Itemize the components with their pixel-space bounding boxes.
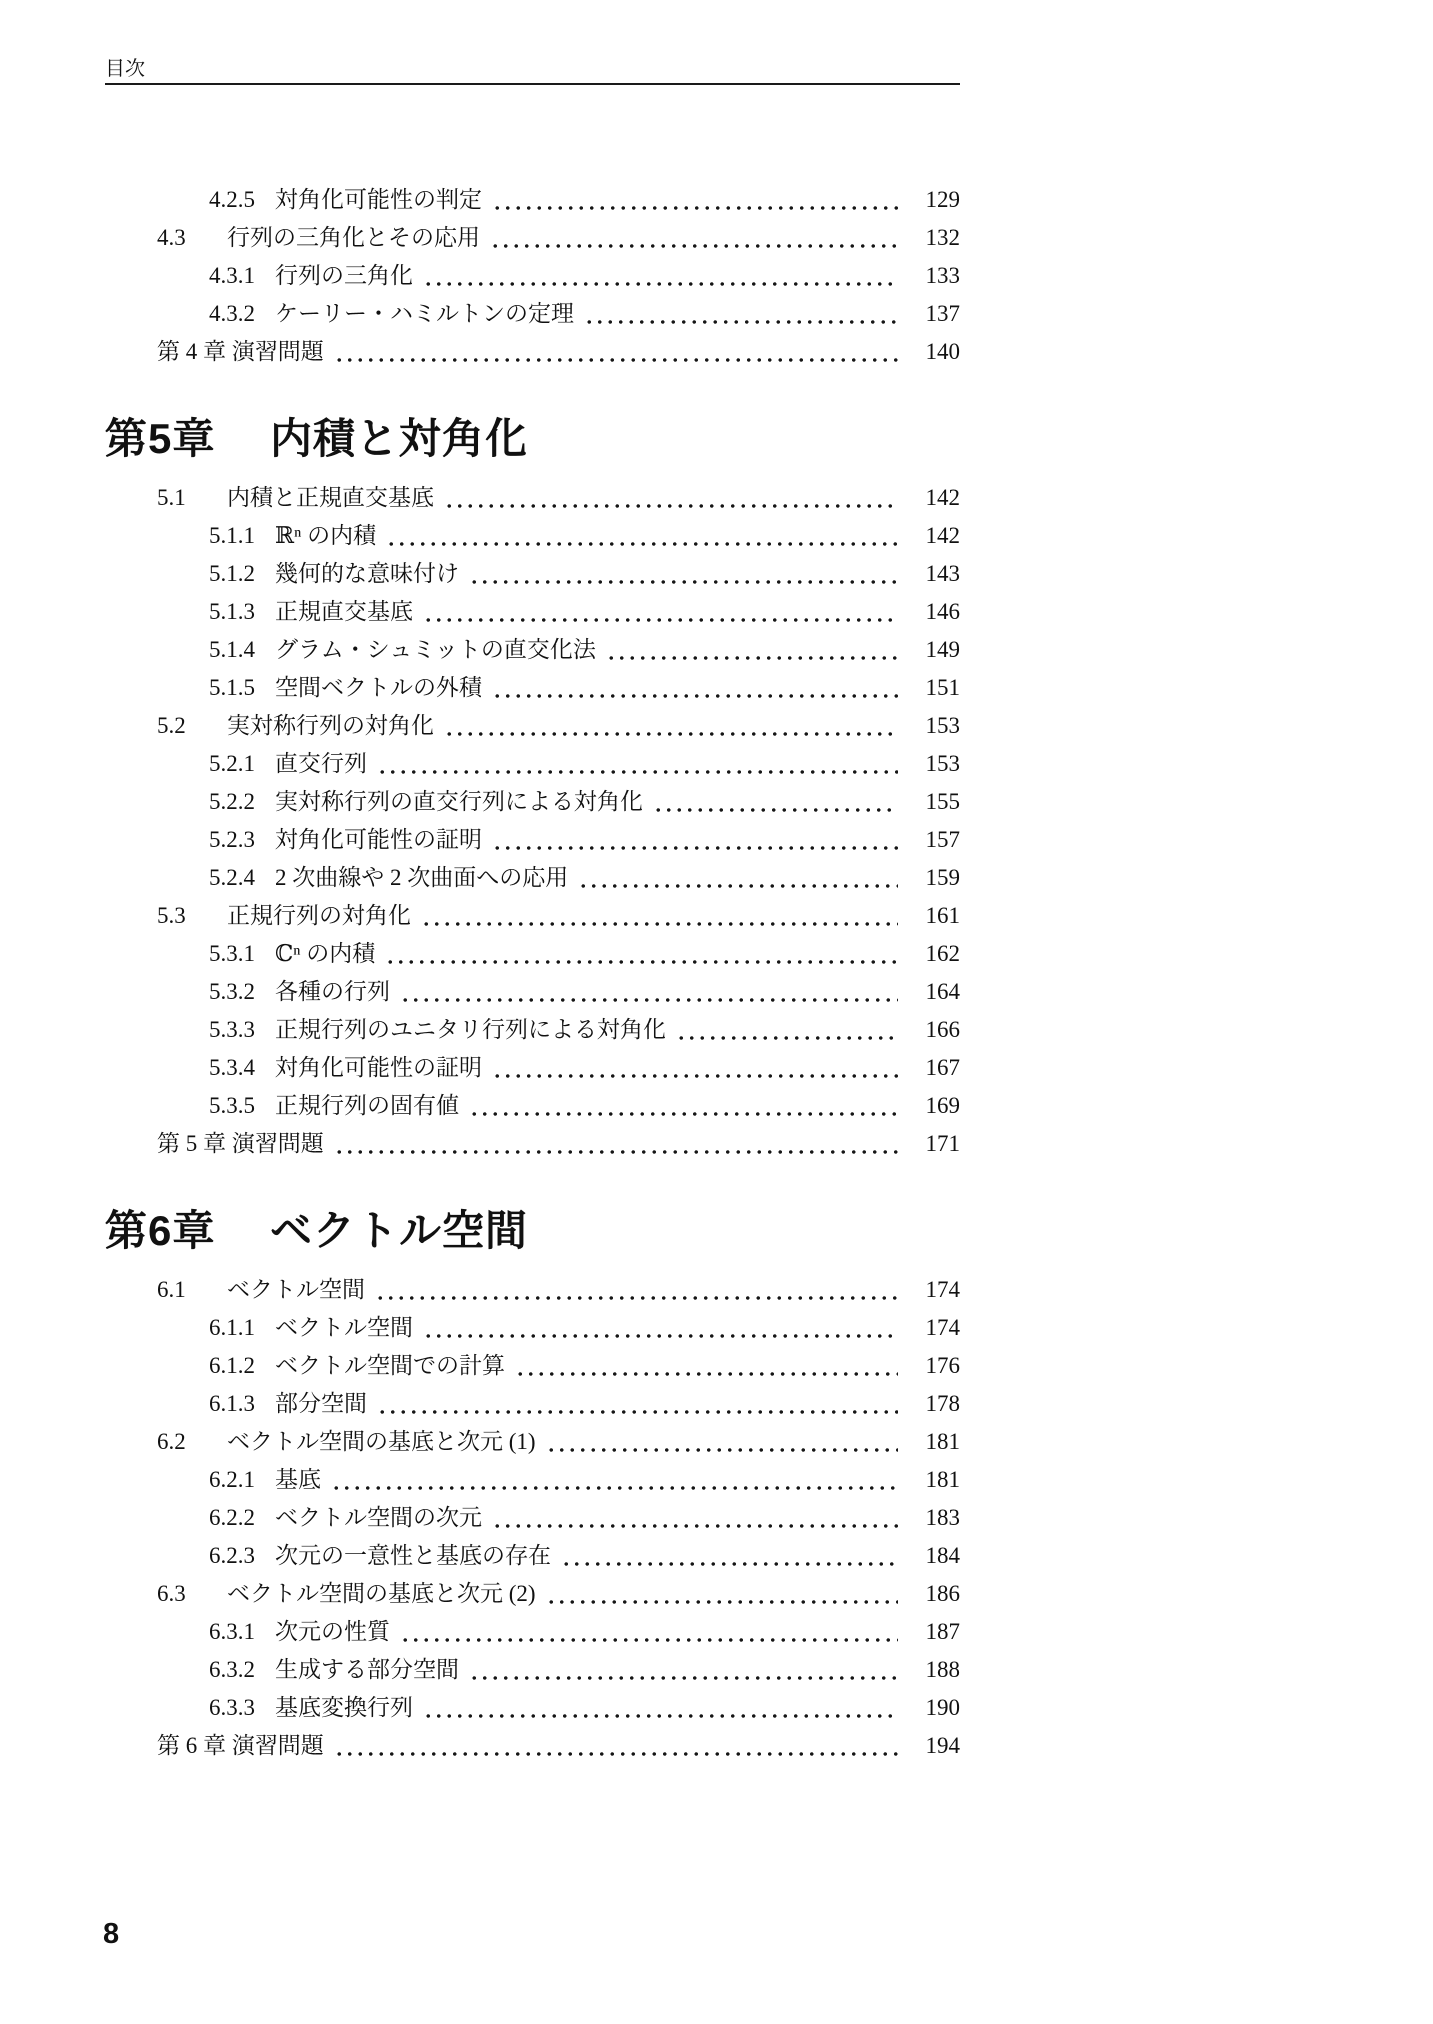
toc-entry-title: ベクトル空間 xyxy=(227,1277,365,1302)
dot-leader xyxy=(423,281,898,287)
dot-leader xyxy=(386,541,898,547)
toc-entry-title: 対角化可能性の証明 xyxy=(275,1055,482,1080)
toc-entry-number: 4.3.1 xyxy=(209,263,255,288)
dot-leader xyxy=(423,1333,898,1339)
toc-entry xyxy=(105,1651,960,1689)
toc-entry-number: 5.3.5 xyxy=(209,1093,255,1118)
toc-entry-page: 164 xyxy=(925,979,960,1004)
toc-entry-page: 178 xyxy=(925,1391,960,1416)
dot-leader xyxy=(421,921,898,927)
toc-entry-title: ベクトル空間の次元 xyxy=(275,1505,482,1530)
dot-leader xyxy=(676,1035,898,1041)
toc-entry-page: 151 xyxy=(925,675,960,700)
toc-entry xyxy=(105,1011,960,1049)
toc-entry xyxy=(105,1087,960,1125)
dot-leader xyxy=(377,1409,898,1415)
toc-entry-title: 対角化可能性の証明 xyxy=(275,827,482,852)
toc-entry-number: 6.2.1 xyxy=(209,1467,255,1492)
toc-entry-title: 実対称行列の対角化 xyxy=(227,713,434,738)
dot-leader xyxy=(400,1637,898,1643)
dot-leader xyxy=(546,1599,898,1605)
toc-entry-title: 正規行列の対角化 xyxy=(227,903,411,928)
toc-entry-page: 184 xyxy=(925,1543,960,1568)
toc-entry xyxy=(105,1049,960,1087)
toc-entry-page: 153 xyxy=(925,751,960,776)
toc-entry-number: 4.2.5 xyxy=(209,187,255,212)
dot-leader xyxy=(377,769,898,775)
dot-leader xyxy=(584,319,898,325)
toc-entry-title: ベクトル空間 xyxy=(275,1315,413,1340)
toc-entry-number: 5.1.5 xyxy=(209,675,255,700)
toc-entry xyxy=(105,1271,960,1309)
dot-leader xyxy=(469,1111,898,1117)
toc-entry-page: 155 xyxy=(925,789,960,814)
toc-entry-number: 6.3 xyxy=(157,1581,186,1606)
toc-entry xyxy=(105,973,960,1011)
toc-entry xyxy=(105,517,960,555)
toc-entry-number: 5.3 xyxy=(157,903,186,928)
toc-entry-title: 部分空間 xyxy=(275,1391,367,1416)
toc-entry xyxy=(105,1347,960,1385)
toc-entry-title: 行列の三角化 xyxy=(275,263,413,288)
dot-leader xyxy=(561,1561,898,1567)
toc-entry-title: 第 4 章 演習問題 xyxy=(157,339,324,364)
toc-entry-title: ℂⁿ の内積 xyxy=(275,941,376,966)
dot-leader xyxy=(331,1485,898,1491)
toc-entry xyxy=(105,745,960,783)
dot-leader xyxy=(400,997,898,1003)
dot-leader xyxy=(653,807,898,813)
toc-entry-page: 194 xyxy=(925,1733,960,1758)
dot-leader xyxy=(606,655,898,661)
toc-entry-page: 149 xyxy=(925,637,960,662)
toc-entry-page: 162 xyxy=(925,941,960,966)
page-header-title: 目次 xyxy=(105,58,145,80)
toc-entry-page: 140 xyxy=(925,339,960,364)
toc-entry xyxy=(105,1727,960,1765)
toc-entry-number: 5.3.2 xyxy=(209,979,255,1004)
toc-entry-title: ケーリー・ハミルトンの定理 xyxy=(275,301,574,326)
toc-entry-number: 5.1.2 xyxy=(209,561,255,586)
toc-entry-title: 各種の行列 xyxy=(275,979,390,1004)
toc-entry-number: 5.2 xyxy=(157,713,186,738)
toc-entry-page: 161 xyxy=(925,903,960,928)
toc-entry-number: 5.2.3 xyxy=(209,827,255,852)
dot-leader xyxy=(444,731,898,737)
page-number-footer: 8 xyxy=(103,1918,120,1950)
toc-entry-title: 正規行列のユニタリ行列による対角化 xyxy=(275,1017,666,1042)
page-header xyxy=(105,58,960,85)
toc-entry-page: 181 xyxy=(925,1467,960,1492)
dot-leader xyxy=(334,1751,898,1757)
dot-leader xyxy=(334,1149,898,1155)
toc-entry xyxy=(105,821,960,859)
toc-entry-number: 4.3.2 xyxy=(209,301,255,326)
chapter-heading xyxy=(105,1205,960,1257)
toc-entry-number: 5.2.1 xyxy=(209,751,255,776)
toc-list xyxy=(105,181,960,1765)
toc-entry xyxy=(105,555,960,593)
toc-entry-page: 137 xyxy=(925,301,960,326)
toc-entry-page: 143 xyxy=(925,561,960,586)
toc-entry-number: 6.1.1 xyxy=(209,1315,255,1340)
toc-entry-page: 142 xyxy=(925,485,960,510)
chapter-title: ベクトル空間 xyxy=(270,1207,529,1254)
toc-entry-number: 6.3.1 xyxy=(209,1619,255,1644)
toc-entry xyxy=(105,219,960,257)
toc-entry-page: 176 xyxy=(925,1353,960,1378)
toc-entry xyxy=(105,783,960,821)
toc-entry-page: 146 xyxy=(925,599,960,624)
dot-leader xyxy=(546,1447,898,1453)
toc-entry-number: 5.1.4 xyxy=(209,637,255,662)
toc-entry-title: 内積と正規直交基底 xyxy=(227,485,434,510)
toc-entry-number: 4.3 xyxy=(157,225,186,250)
toc-entry-number: 5.3.1 xyxy=(209,941,255,966)
toc-entry-number: 5.3.3 xyxy=(209,1017,255,1042)
toc-entry xyxy=(105,707,960,745)
toc-entry xyxy=(105,935,960,973)
toc-entry-title: 基底 xyxy=(275,1467,321,1492)
toc-entry-title: 次元の性質 xyxy=(275,1619,390,1644)
chapter-number: 第6章 xyxy=(105,1207,216,1254)
toc-entry-title: 空間ベクトルの外積 xyxy=(275,675,482,700)
toc-entry-page: 183 xyxy=(925,1505,960,1530)
toc-entry-title: 直交行列 xyxy=(275,751,367,776)
chapter-title: 内積と対角化 xyxy=(270,415,529,462)
toc-entry-page: 171 xyxy=(925,1131,960,1156)
toc-entry-page: 167 xyxy=(925,1055,960,1080)
toc-entry-page: 174 xyxy=(925,1315,960,1340)
toc-entry-page: 181 xyxy=(925,1429,960,1454)
toc-entry-page: 157 xyxy=(925,827,960,852)
toc-entry-title: グラム・シュミットの直交化法 xyxy=(275,637,596,662)
toc-entry-page: 129 xyxy=(925,187,960,212)
toc-entry xyxy=(105,669,960,707)
dot-leader xyxy=(423,617,898,623)
toc-entry-page: 169 xyxy=(925,1093,960,1118)
toc-entry-number: 5.1.1 xyxy=(209,523,255,548)
dot-leader xyxy=(334,357,898,363)
toc-entry xyxy=(105,593,960,631)
toc-entry xyxy=(105,1385,960,1423)
toc-entry xyxy=(105,257,960,295)
dot-leader xyxy=(492,693,898,699)
toc-entry xyxy=(105,1309,960,1347)
toc-entry-title: 生成する部分空間 xyxy=(275,1657,459,1682)
dot-leader xyxy=(423,1713,898,1719)
dot-leader xyxy=(492,205,898,211)
toc-entry-title: 2 次曲線や 2 次曲面への応用 xyxy=(275,865,569,890)
toc-entry xyxy=(105,1575,960,1613)
toc-entry-number: 5.3.4 xyxy=(209,1055,255,1080)
toc-entry xyxy=(105,897,960,935)
toc-entry-title: ベクトル空間の基底と次元 (1) xyxy=(227,1429,536,1454)
toc-entry xyxy=(105,1423,960,1461)
toc-entry-page: 166 xyxy=(925,1017,960,1042)
toc-entry-page: 186 xyxy=(925,1581,960,1606)
toc-entry-number: 5.2.4 xyxy=(209,865,255,890)
toc-entry-number: 6.1 xyxy=(157,1277,186,1302)
toc-entry-title: 基底変換行列 xyxy=(275,1695,413,1720)
toc-entry-title: 幾何的な意味付け xyxy=(275,561,459,586)
dot-leader xyxy=(469,579,898,585)
toc-entry-page: 133 xyxy=(925,263,960,288)
toc-entry-page: 153 xyxy=(925,713,960,738)
toc-entry-page: 187 xyxy=(925,1619,960,1644)
toc-entry-title: 正規行列の固有値 xyxy=(275,1093,459,1118)
toc-entry xyxy=(105,1537,960,1575)
toc-entry-title: 実対称行列の直交行列による対角化 xyxy=(275,789,643,814)
toc-entry-page: 190 xyxy=(925,1695,960,1720)
toc-entry-number: 6.2.3 xyxy=(209,1543,255,1568)
dot-leader xyxy=(578,883,898,889)
dot-leader xyxy=(492,1523,898,1529)
toc-entry-title: 次元の一意性と基底の存在 xyxy=(275,1543,551,1568)
toc-entry xyxy=(105,859,960,897)
toc-entry-title: 正規直交基底 xyxy=(275,599,413,624)
toc-entry-number: 5.2.2 xyxy=(209,789,255,814)
toc-entry xyxy=(105,333,960,371)
toc-entry-number: 5.1 xyxy=(157,485,186,510)
toc-entry-title: 第 5 章 演習問題 xyxy=(157,1131,324,1156)
toc-entry-number: 6.3.3 xyxy=(209,1695,255,1720)
dot-leader xyxy=(492,845,898,851)
chapter-heading xyxy=(105,413,960,465)
toc-entry-page: 132 xyxy=(925,225,960,250)
header-rule xyxy=(105,83,960,85)
toc-entry-title: ベクトル空間での計算 xyxy=(275,1353,505,1378)
toc-entry-title: 第 6 章 演習問題 xyxy=(157,1733,324,1758)
toc-entry-number: 6.3.2 xyxy=(209,1657,255,1682)
toc-entry xyxy=(105,1689,960,1727)
toc-entry-number: 6.1.3 xyxy=(209,1391,255,1416)
toc-entry-number: 5.1.3 xyxy=(209,599,255,624)
toc-entry xyxy=(105,1461,960,1499)
toc-entry-page: 174 xyxy=(925,1277,960,1302)
toc-entry-page: 188 xyxy=(925,1657,960,1682)
toc-entry-page: 142 xyxy=(925,523,960,548)
dot-leader xyxy=(490,243,898,249)
toc-entry-number: 6.1.2 xyxy=(209,1353,255,1378)
toc-entry xyxy=(105,1499,960,1537)
toc-entry xyxy=(105,631,960,669)
toc-entry xyxy=(105,181,960,219)
dot-leader xyxy=(444,503,898,509)
toc-entry-page: 159 xyxy=(925,865,960,890)
dot-leader xyxy=(469,1675,898,1681)
dot-leader xyxy=(515,1371,898,1377)
toc-entry-title: 行列の三角化とその応用 xyxy=(227,225,480,250)
toc-entry-title: 対角化可能性の判定 xyxy=(275,187,482,212)
chapter-number: 第5章 xyxy=(105,415,216,462)
toc-entry xyxy=(105,479,960,517)
dot-leader xyxy=(375,1295,898,1301)
toc-entry xyxy=(105,1125,960,1163)
dot-leader xyxy=(492,1073,898,1079)
toc-entry xyxy=(105,295,960,333)
toc-entry xyxy=(105,1613,960,1651)
toc-entry-title: ℝⁿ の内積 xyxy=(275,523,377,548)
toc-entry-number: 6.2.2 xyxy=(209,1505,255,1530)
toc-entry-number: 6.2 xyxy=(157,1429,186,1454)
dot-leader xyxy=(385,959,898,965)
toc-entry-title: ベクトル空間の基底と次元 (2) xyxy=(227,1581,536,1606)
